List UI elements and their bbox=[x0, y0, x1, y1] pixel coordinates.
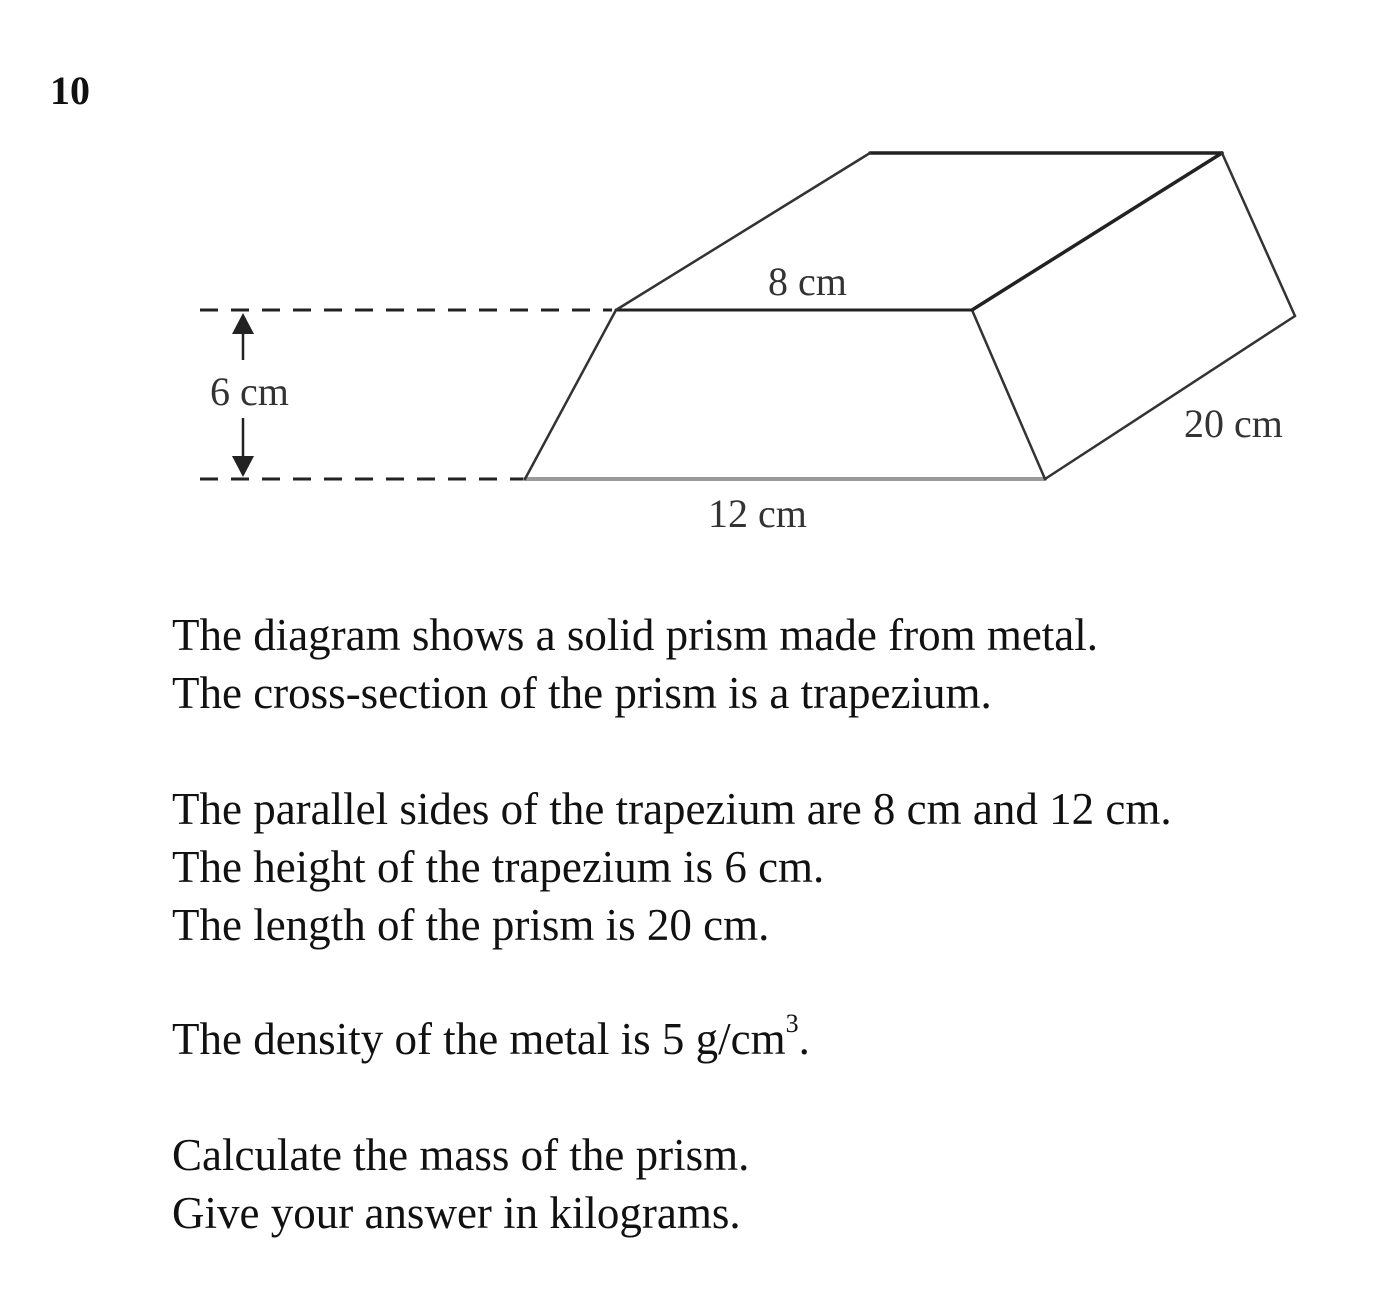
text-line: The height of the trapezium is 6 cm. bbox=[172, 842, 825, 892]
density-exponent: 3 bbox=[785, 1009, 799, 1038]
text-line: The parallel sides of the trapezium are 8 cm and 12 cm. bbox=[172, 784, 1172, 834]
question-number: 10 bbox=[50, 68, 90, 113]
front-left-edge bbox=[525, 310, 616, 479]
question-paragraph-4 bbox=[172, 1126, 749, 1242]
front-right-edge bbox=[972, 310, 1045, 479]
density-period: . bbox=[798, 1014, 810, 1064]
density-text: The density of the metal is 5 g/cm bbox=[172, 1014, 786, 1064]
height-arrow-down-head bbox=[232, 456, 254, 477]
text-line: The diagram shows a solid prism made from metal. bbox=[172, 610, 1099, 660]
text-line: The cross-section of the prism is a trapezium. bbox=[172, 668, 992, 718]
text-line: The length of the prism is 20 cm. bbox=[172, 900, 770, 950]
height-arrow-up-head bbox=[232, 313, 254, 334]
text-line: Calculate the mass of the prism. bbox=[172, 1130, 750, 1180]
question-paragraph-3 bbox=[172, 1010, 810, 1068]
question-paragraph-1 bbox=[172, 606, 1098, 722]
prism-edges bbox=[525, 153, 1295, 479]
top-side-label: 8 cm bbox=[768, 259, 847, 304]
bottom-side-label: 12 cm bbox=[708, 491, 807, 536]
height-label: 6 cm bbox=[210, 369, 289, 414]
question-paragraph-2 bbox=[172, 780, 1172, 954]
text-line: Give your answer in kilograms. bbox=[172, 1188, 741, 1238]
length-label: 20 cm bbox=[1184, 401, 1283, 446]
density-line bbox=[172, 1010, 810, 1068]
back-right-edge bbox=[1222, 153, 1295, 316]
prism-diagram bbox=[0, 0, 1393, 560]
bottom-depth-edge bbox=[1045, 316, 1295, 479]
right-top-depth-edge bbox=[972, 153, 1222, 310]
